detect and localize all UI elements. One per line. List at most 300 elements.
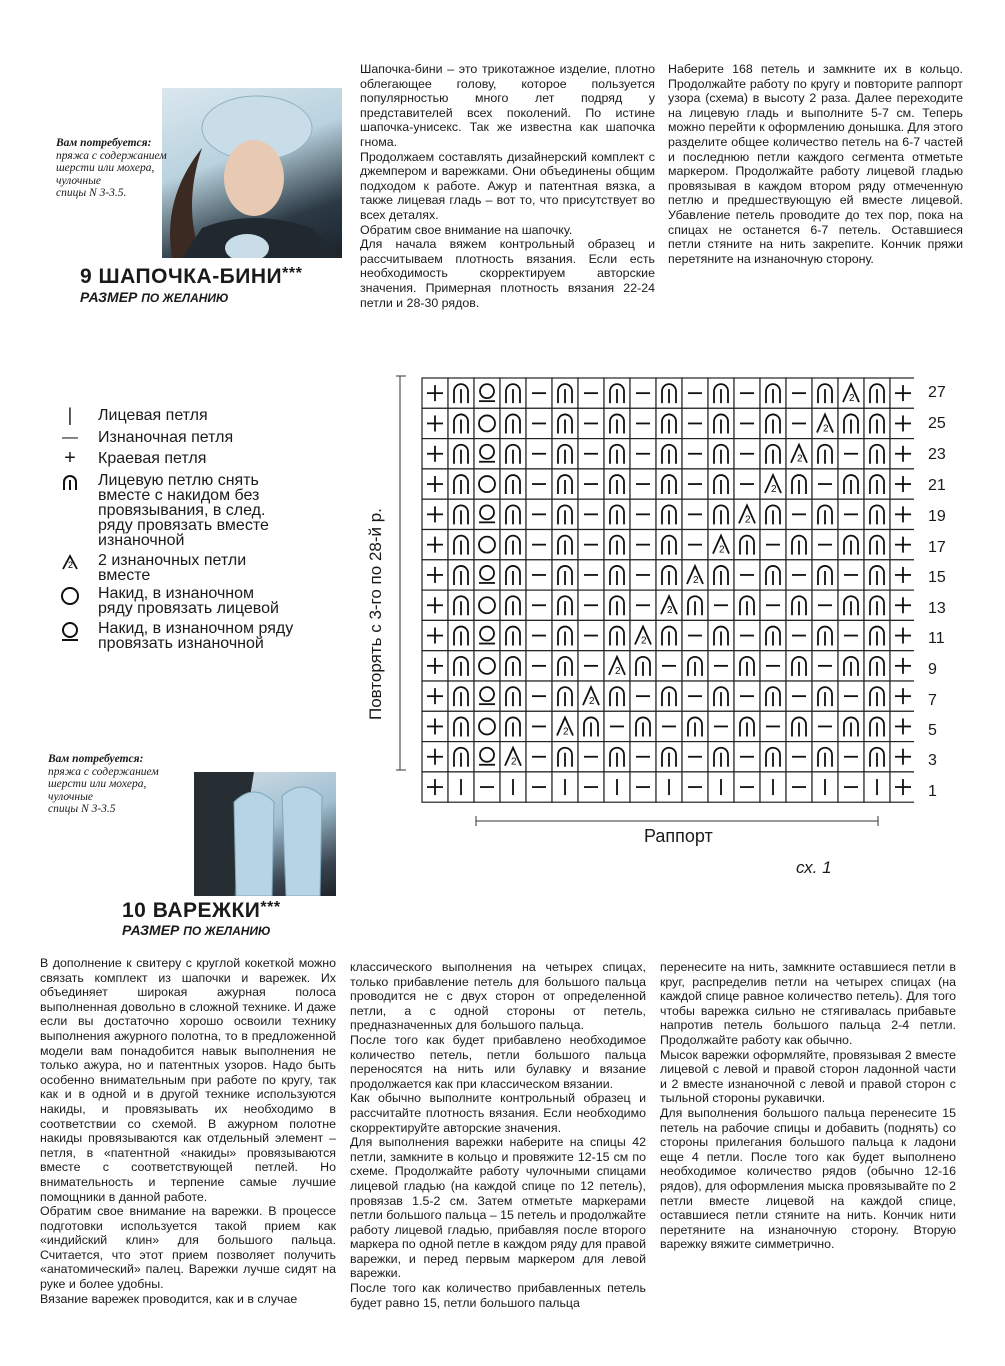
mittens-need-title: Вам потребуется: xyxy=(48,753,144,765)
chart-cell xyxy=(500,378,526,408)
chart-cell xyxy=(656,439,682,469)
chart-cell xyxy=(890,499,914,529)
chart-cell xyxy=(786,711,812,741)
chart-cell xyxy=(526,530,552,560)
chart-cell xyxy=(734,590,760,620)
chart-cell xyxy=(578,620,604,650)
chart-cell xyxy=(682,590,708,620)
chart-cell xyxy=(838,560,864,590)
chart-cell xyxy=(760,681,786,711)
chart-cell xyxy=(760,711,786,741)
chart-cell xyxy=(708,620,734,650)
chart-cell xyxy=(682,560,708,590)
chart-cell xyxy=(786,439,812,469)
chart-cell xyxy=(734,499,760,529)
chart-cell xyxy=(500,620,526,650)
paragraph: Вязание варежек проводится, как и в случае xyxy=(40,1291,298,1306)
mittens-need-line: чулочные xyxy=(48,790,93,803)
chart-cell xyxy=(578,408,604,438)
chart-cell xyxy=(890,651,914,681)
chart-cell xyxy=(552,651,578,681)
mittens-size-label: РАЗМЕР xyxy=(122,922,180,938)
chart-cell xyxy=(604,469,630,499)
chart-cell xyxy=(786,620,812,650)
chart-cell xyxy=(604,590,630,620)
chart-cell xyxy=(838,681,864,711)
chart-cell xyxy=(604,681,630,711)
hat-size xyxy=(80,289,229,305)
chart-cell xyxy=(864,439,890,469)
chart-cell xyxy=(708,560,734,590)
chart-cell xyxy=(474,620,500,650)
chart-cell xyxy=(630,742,656,772)
chart-cell xyxy=(526,560,552,590)
chart-cell xyxy=(526,651,552,681)
legend-text: Накид, в изнаночном ряду xyxy=(98,620,294,637)
chart-cell xyxy=(786,651,812,681)
chart-cell xyxy=(630,408,656,438)
chart-cell xyxy=(422,560,448,590)
slip-stitch-icon xyxy=(58,473,82,494)
chart-cell xyxy=(812,590,838,620)
mittens-stars: *** xyxy=(260,899,281,916)
legend-text: Лицевая петля xyxy=(98,407,208,424)
chart-cell xyxy=(786,772,812,802)
chart-cell xyxy=(864,711,890,741)
chart-cell xyxy=(838,499,864,529)
chart-cell xyxy=(422,530,448,560)
chart-cell xyxy=(448,711,474,741)
chart-cell xyxy=(526,772,552,802)
chart-cell xyxy=(760,439,786,469)
row-number: 25 xyxy=(928,415,946,432)
chart-cell xyxy=(552,378,578,408)
chart-cell xyxy=(500,560,526,590)
paragraph: Как обычно выполните контрольный образец и рассчитайте плотность вязания. Если необходимо скорректируйте авторские значения. xyxy=(350,1091,646,1135)
row-number: 13 xyxy=(928,600,946,617)
chart-cell xyxy=(656,711,682,741)
chart-cell xyxy=(864,378,890,408)
chart-cell xyxy=(552,742,578,772)
chart-cell xyxy=(760,499,786,529)
mittens-size xyxy=(122,922,271,938)
chart-cell xyxy=(578,681,604,711)
paragraph: Для выполнения большого пальца перенесите 15 петель на рабочие спицы и добавить (поднять) со стороны прилегания большого пальца к ладони еще 4 петли. После того как будет выполнено необходимое количество рядов (обычно 12-16 рядов), для оформления мыска провязывайте по 2 петли вместе лицевой на каждой спице, оставшиеся петли стяните на нить. Кончик нити перетяните на изнаночную сторону. Вторую варежку вяжите симметрично. xyxy=(660,1105,956,1252)
chart-cell xyxy=(760,772,786,802)
chart-cell xyxy=(682,620,708,650)
edge-stitch-icon: + xyxy=(64,447,76,469)
chart-cell xyxy=(552,711,578,741)
chart-cell xyxy=(604,439,630,469)
chart-cell xyxy=(526,499,552,529)
paragraph: Для выполнения варежки наберите на спицы 42 петли, замкните в кольцо и провяжите 12-15 см по схеме. Продолжайте работу чулочными спицами лицевой гладью (на каждой спице по 12 петель), провязав 1.5-2 см. Затем отметьте маркерами петли большого пальца – 15 петель и продолжайте работу лицевой гладью, прибавляя после второго маркера по одной петле в каждом ряду для правой варежки, и перед первым маркером для левой варежки. xyxy=(350,1135,646,1281)
chart-cell xyxy=(734,439,760,469)
chart-cell xyxy=(890,742,914,772)
chart-cell xyxy=(864,590,890,620)
chart-cell xyxy=(474,439,500,469)
chart-cell xyxy=(448,530,474,560)
chart-cell xyxy=(682,439,708,469)
chart-cell xyxy=(656,681,682,711)
chart-cell xyxy=(448,590,474,620)
chart-cell xyxy=(760,742,786,772)
chart-cell xyxy=(526,469,552,499)
hat-stars: *** xyxy=(282,265,303,282)
chart-cell xyxy=(578,590,604,620)
mittens-need-line: пряжа с содержанием xyxy=(48,765,159,778)
chart-cell xyxy=(604,378,630,408)
paragraph: Продолжаем составлять дизайнерский комплект с джемпером и варежками. Они объединены общим подходом к работе. Ажур и патентная вязка, а также лицевая гладь – вот то, что присутствует во всех деталях. xyxy=(360,149,655,222)
chart-cell xyxy=(708,711,734,741)
chart-cell xyxy=(734,408,760,438)
chart-cell xyxy=(630,620,656,650)
chart-cell xyxy=(786,469,812,499)
chart-cell xyxy=(656,590,682,620)
chart-cell xyxy=(500,742,526,772)
chart-cell xyxy=(812,378,838,408)
chart-cell xyxy=(838,651,864,681)
chart-cell xyxy=(578,772,604,802)
chart-cell xyxy=(838,620,864,650)
chart-cell xyxy=(786,681,812,711)
chart-cell xyxy=(630,590,656,620)
chart-cell xyxy=(422,439,448,469)
chart-cell xyxy=(500,499,526,529)
chart-cell xyxy=(812,711,838,741)
mittens-requirements xyxy=(48,753,198,816)
chart-cell xyxy=(708,651,734,681)
chart-cell xyxy=(630,681,656,711)
hat-need-line: спицы N 3-3.5. xyxy=(56,187,127,199)
chart-cell xyxy=(474,651,500,681)
decrease-2-symbol: 2 xyxy=(823,423,829,435)
chart-cell xyxy=(474,378,500,408)
chart-cell xyxy=(864,742,890,772)
row-number: 17 xyxy=(928,539,946,556)
chart-cell xyxy=(656,620,682,650)
chart-cell xyxy=(890,772,914,802)
chart-cell xyxy=(786,378,812,408)
chart-cell xyxy=(682,772,708,802)
chart-cell xyxy=(604,742,630,772)
decrease-2-symbol: 2 xyxy=(719,544,725,556)
chart-cell xyxy=(838,530,864,560)
row-number: 3 xyxy=(928,752,937,769)
chart-cell xyxy=(552,530,578,560)
chart-cell xyxy=(708,469,734,499)
chart-cell xyxy=(734,711,760,741)
chart-cell xyxy=(890,408,914,438)
chart-cell xyxy=(864,651,890,681)
chart-cell xyxy=(500,469,526,499)
svg-text:2: 2 xyxy=(68,560,74,570)
chart-cell xyxy=(682,378,708,408)
mittens-need-line: спицы N 3-3.5 xyxy=(48,803,116,815)
row-number: 1 xyxy=(928,783,937,800)
paragraph: классического выполнения на четырех спицах, только прибавление петель для большого пальца проводится не с двух сторон от определенной петли, а с одной стороны от петель, предназначенных для большого пальца. xyxy=(350,960,646,1033)
chart-cell xyxy=(708,530,734,560)
mittens-text-column-2 xyxy=(350,960,646,1310)
mittens-photo xyxy=(194,772,336,896)
knit-icon: | xyxy=(67,405,73,425)
chart-cell xyxy=(864,469,890,499)
mittens-need-line: шерсти или мохера, xyxy=(48,778,147,790)
decrease-2-symbol: 2 xyxy=(641,635,647,647)
chart-cell xyxy=(890,711,914,741)
hat-title-text: ШАПОЧКА-БИНИ xyxy=(98,265,283,288)
chart-cell xyxy=(422,469,448,499)
rapport-label: Раппорт xyxy=(644,826,713,846)
paragraph: В дополнение к свитеру с круглой кокеткой можно связать комплект из шапочки и варежек. Их объединяет широкая ажурная полоса выполненная довольно в сложной технике. И даже если вы достаточно хорошо освоили технику выполнения ажурного полотна, то в предложенной модели вам понадобится навык выполнения не только ажура, но и патентных узоров. Надо быть особенно внимательным при работе по кругу, так как и в одной и в другой технике используются накиды, и провязывать их необходимо в соответствии со схемой. В ажурном полотне накиды провязываются как отдельный элемент – петля, в «патентной «накиды» провязываются вместе с соответствующей петлей. Но внимательность и терпение самые лучшие помощники в данной работе. xyxy=(40,956,336,1204)
chart-cell xyxy=(656,408,682,438)
chart-cell xyxy=(500,408,526,438)
chart-cell xyxy=(656,530,682,560)
chart-cell xyxy=(760,560,786,590)
mittens-illustration xyxy=(194,772,336,896)
chart-cell xyxy=(838,711,864,741)
hat-size-label: РАЗМЕР xyxy=(80,289,138,305)
chart-cell xyxy=(604,408,630,438)
chart-cell xyxy=(578,742,604,772)
chart-cell xyxy=(838,408,864,438)
paragraph: Наберите 168 петель и замкните их в кольцо. Продолжайте работу по кругу и повторите раппорт узора (схема) в высоту 2 раза. Далее переходите на лицевую гладь и выполните 5-7 см. Теперь можно перейти к оформлению донышка. Для этого разделите общее количество петель на 6-7 частей и последнюю петли каждого сегмента отметьте маркером. Продолжайте работу лицевой гладью провязывая в каждом втором ряду отмеченную петлю и предшествующую ей вместе лицевой. Убавление петель проводите до тех пор, пока на спицах не останется 6-7 петель. Оставшиеся петли стяните на нить закрепите. Кончик пряжи перетяните на изнаночную сторону. xyxy=(668,62,963,266)
legend-text: Лицевую петлю снять xyxy=(98,472,259,489)
mittens-title xyxy=(122,899,281,923)
paragraph: Мысок варежки оформляйте, провязывая 2 вместе лицевой с левой и правой сторон ладонной части и 2 вместе изнаночной с левой и правой сторон с тыльной стороны рукавички. xyxy=(660,1047,956,1106)
chart-cell xyxy=(864,560,890,590)
chart-cell xyxy=(578,711,604,741)
chart-cell xyxy=(448,378,474,408)
chart-cell xyxy=(474,560,500,590)
chart-cell xyxy=(526,378,552,408)
chart-cell xyxy=(500,439,526,469)
chart-cell xyxy=(786,530,812,560)
decrease-2-symbol: 2 xyxy=(797,453,803,465)
chart-cell xyxy=(734,378,760,408)
chart-cell xyxy=(656,469,682,499)
chart-cell xyxy=(578,378,604,408)
chart-cell xyxy=(604,711,630,741)
chart-cell xyxy=(630,439,656,469)
chart-cell xyxy=(734,651,760,681)
chart-cell xyxy=(760,469,786,499)
chart-cell xyxy=(500,530,526,560)
chart-cell xyxy=(630,378,656,408)
chart-cell xyxy=(890,620,914,650)
chart-cell xyxy=(760,378,786,408)
chart-cell xyxy=(448,560,474,590)
chart-cell xyxy=(890,560,914,590)
chart-cell xyxy=(422,772,448,802)
chart-cell xyxy=(734,620,760,650)
chart-cell xyxy=(578,560,604,590)
chart-cell xyxy=(526,590,552,620)
chart-cell xyxy=(708,742,734,772)
chart-cell xyxy=(838,469,864,499)
row-number: 7 xyxy=(928,692,937,709)
chart-cell xyxy=(708,590,734,620)
yarn-over-purl-icon xyxy=(58,621,82,646)
legend-text: ряду провязать вместе xyxy=(98,517,269,534)
chart-cell xyxy=(552,620,578,650)
decrease-2-symbol: 2 xyxy=(693,574,699,586)
chart-cell xyxy=(890,530,914,560)
hat-need-title: Вам потребуется: xyxy=(56,137,152,149)
hat-text-column-1 xyxy=(360,62,655,310)
knitting-chart xyxy=(420,376,914,806)
chart-cell xyxy=(838,439,864,469)
chart-cell xyxy=(630,499,656,529)
chart-cell xyxy=(500,772,526,802)
row-number: 5 xyxy=(928,722,937,739)
chart-cell xyxy=(552,590,578,620)
hat-size-value: ПО ЖЕЛАНИЮ xyxy=(141,291,229,305)
chart-cell xyxy=(760,620,786,650)
chart-cell xyxy=(604,530,630,560)
mittens-title-text: ВАРЕЖКИ xyxy=(152,899,261,922)
chart-cell xyxy=(552,408,578,438)
hat-need-line: шерсти или мохера, xyxy=(56,162,155,174)
chart-cell xyxy=(812,742,838,772)
row-number: 11 xyxy=(928,630,945,647)
yarn-over-icon xyxy=(58,586,82,609)
chart-cell xyxy=(448,469,474,499)
chart-cell xyxy=(578,530,604,560)
row-number: 27 xyxy=(928,384,946,401)
chart-cell xyxy=(812,681,838,711)
chart-cell xyxy=(422,590,448,620)
chart-cell xyxy=(708,499,734,529)
chart-cell xyxy=(734,772,760,802)
chart-cell xyxy=(448,408,474,438)
chart-cell xyxy=(552,499,578,529)
chart-cell xyxy=(630,772,656,802)
chart-cell xyxy=(682,711,708,741)
chart-cell xyxy=(500,651,526,681)
chart-cell xyxy=(708,772,734,802)
chart-cell xyxy=(890,590,914,620)
chart-cell xyxy=(734,681,760,711)
row-number: 9 xyxy=(928,661,937,678)
chart-cell xyxy=(812,499,838,529)
chart-cell xyxy=(760,651,786,681)
chart-cell xyxy=(448,651,474,681)
chart-cell xyxy=(604,651,630,681)
chart-cell xyxy=(500,590,526,620)
chart-cell xyxy=(422,742,448,772)
chart-cell xyxy=(864,681,890,711)
chart-cell xyxy=(474,469,500,499)
chart-cell xyxy=(708,378,734,408)
chart-cell xyxy=(760,530,786,560)
chart-cell xyxy=(760,590,786,620)
chart-cell xyxy=(604,560,630,590)
chart-cell xyxy=(812,530,838,560)
chart-cell xyxy=(630,651,656,681)
chart-cell xyxy=(526,711,552,741)
chart-cell xyxy=(474,590,500,620)
chart-cell xyxy=(422,711,448,741)
chart-cell xyxy=(864,620,890,650)
chart-cell xyxy=(526,408,552,438)
chart-cell xyxy=(656,651,682,681)
mittens-text-column-3 xyxy=(660,960,956,1252)
chart-cell xyxy=(734,742,760,772)
chart-cell xyxy=(812,439,838,469)
chart-cell xyxy=(474,530,500,560)
chart-cell xyxy=(734,560,760,590)
legend-text: вместе xyxy=(98,567,151,584)
decrease-2-symbol: 2 xyxy=(771,484,777,496)
chart-cell xyxy=(786,742,812,772)
legend-text: 2 изнаночных петли xyxy=(98,552,247,569)
chart-cell xyxy=(422,620,448,650)
chart-cell xyxy=(708,439,734,469)
row-number: 19 xyxy=(928,508,946,525)
chart-cell xyxy=(552,439,578,469)
chart-cell xyxy=(890,439,914,469)
decrease-2-symbol: 2 xyxy=(589,696,595,708)
chart-cell xyxy=(812,560,838,590)
chart-cell xyxy=(734,530,760,560)
chart-cell xyxy=(578,499,604,529)
chart-cell xyxy=(552,560,578,590)
chart-cell xyxy=(474,711,500,741)
chart-cell xyxy=(474,772,500,802)
chart-cell xyxy=(812,620,838,650)
chart-cell xyxy=(500,711,526,741)
decrease-2-symbol: 2 xyxy=(615,665,621,677)
paragraph: Обратим свое внимание на шапочку. xyxy=(360,222,573,237)
chart-cell xyxy=(422,651,448,681)
chart-cell xyxy=(890,469,914,499)
paragraph: перенесите на нить, замкните оставшиеся петли в круг, распределив петли на четырех спицах (на каждой спице равное количество петель). Для того чтобы варежка сильно не стягивалась прибавьте напротив петель большого пальца 2-4 петли. Продолжайте работу как обычно. xyxy=(660,960,956,1047)
chart-cell xyxy=(838,590,864,620)
row-number: 21 xyxy=(928,477,946,494)
legend-text: Накид, в изнаночном xyxy=(98,585,255,602)
legend-text: провязывания, в след. xyxy=(98,502,266,519)
chart-cell xyxy=(812,408,838,438)
legend-text: Изнаночная петля xyxy=(98,429,234,446)
chart-cell xyxy=(526,742,552,772)
chart-cell xyxy=(812,651,838,681)
mittens-text-column-1 xyxy=(40,956,336,1306)
repeat-label xyxy=(366,508,386,720)
chart-cell xyxy=(864,499,890,529)
chart-cell xyxy=(786,560,812,590)
chart-cell xyxy=(604,499,630,529)
chart-cell xyxy=(578,469,604,499)
legend-text: Краевая петля xyxy=(98,450,207,467)
row-number: 15 xyxy=(928,569,946,586)
chart-cell xyxy=(656,772,682,802)
chart-cell xyxy=(448,772,474,802)
chart-cell xyxy=(682,408,708,438)
paragraph: Шапочка-бини – это трикотажное изделие, плотно облегающее голову, которое пользуется популярностью много лет подряд у представителей всех поколений. По истине шапочка-унисекс. Так же известна как шапочка гнома. xyxy=(360,62,655,149)
hat-text-column-2 xyxy=(668,62,963,266)
chart-cell xyxy=(448,681,474,711)
chart-cell xyxy=(500,681,526,711)
chart-cell xyxy=(786,408,812,438)
chart-cell xyxy=(682,499,708,529)
paragraph: После того как будет прибавлено необходимое количество петель, петли большого пальца переносятся на нить или булавку и вязание продолжается как при классическом вязании. xyxy=(350,1032,646,1091)
decrease-2-symbol: 2 xyxy=(849,393,855,405)
chart-cell xyxy=(838,378,864,408)
chart-cell xyxy=(682,681,708,711)
chart-cell xyxy=(656,742,682,772)
chart-cell xyxy=(604,772,630,802)
chart-cell xyxy=(890,378,914,408)
